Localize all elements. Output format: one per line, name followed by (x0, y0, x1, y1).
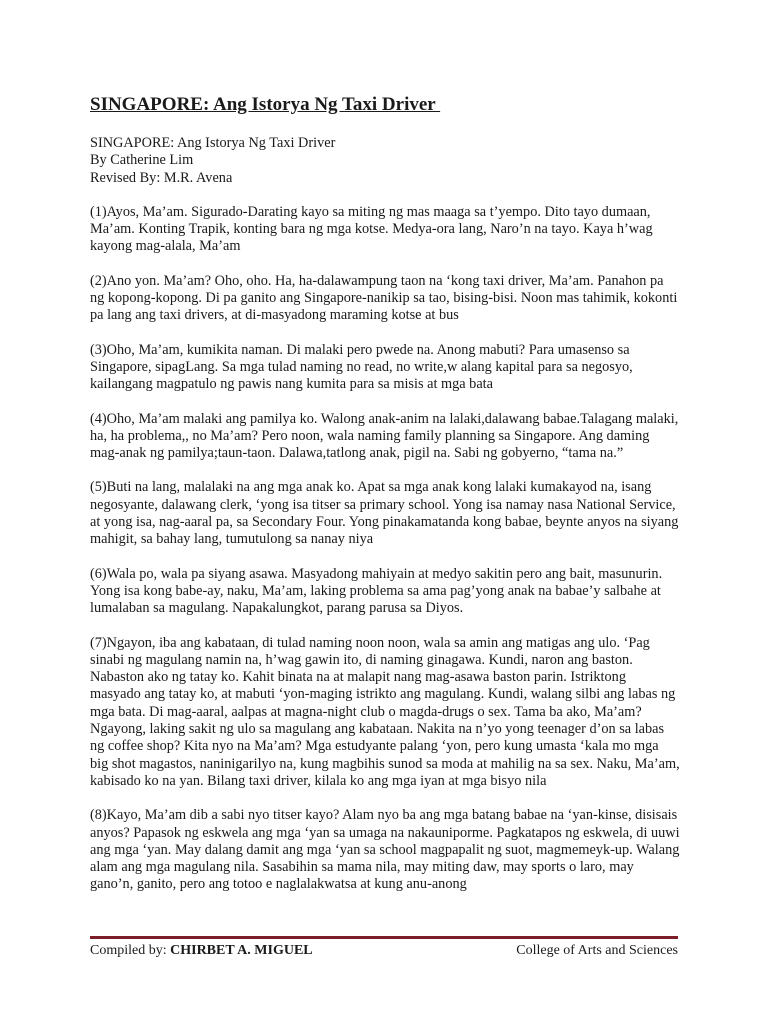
document-page (90, 93, 680, 894)
meta-author: By Catherine Lim (90, 152, 194, 169)
meta-subtitle: SINGAPORE: Ang Istorya Ng Taxi Driver (90, 135, 336, 151)
paragraph-6: (6)Wala po, wala pa siyang asawa. Masyadong mahiyain at medyo sakitin pero ang bait, masunurin. Yong isa kong babe-ay, naku, Ma’am, laking problema sa ama pag’yong anak na babae’y salbahe at lumalaban sa magulang. Napakalungkot, parang parusa sa Diyos. (90, 565, 663, 617)
footer-college: College of Arts and Sciences (516, 943, 678, 958)
paragraph-5: (5)Buti na lang, malalaki na ang mga anak ko. Apat sa mga anak kong lalaki kumakayod na, isang negosyante, dalawang clerk, ‘yong isa titser sa primary school. Yong isa namay nasa National Service, at yong isa, nag-aaral pa, sa Secondary Four. Yong pinakamatanda kong babae, beynte anyos na siyang mahigit, sa bahay lang, tumutulong sa nanay niya (90, 479, 679, 548)
paragraph-4: (4)Oho, Ma’am malaki ang pamilya ko. Walong anak-anim na lalaki,dalawang babae.Talagang malaki, ha, ha problema,, no Ma’am? Pero noon, wala naming family planning sa Singapore. Ang daming mag-anak ng pamilya;taun-taon. Dalawa,tatlong anak, pigil na. Sabi ng gobyerno, “tama na.” (90, 410, 679, 462)
paragraph-2: (2)Ano yon. Ma’am? Oho, oho. Ha, ha-dalawampung taon na ‘kong taxi driver, Ma’am. Panahon pa ng kopong-kopong. Di pa ganito ang Singapore-nanikip sa tao, bising-bisi. Noon mas tahimik, kokonti pa lang ang taxi drivers, at di-masyadong maraming kotse at bus (90, 272, 678, 324)
meta-revised: Revised By: M.R. Avena (90, 169, 233, 186)
page-footer (90, 942, 678, 960)
footer-compiled-by (90, 942, 313, 960)
paragraph-7: (7)Ngayon, iba ang kabataan, di tulad naming noon noon, wala sa amin ang matigas ang ulo. ‘Pag sinabi ng magulang namin na, h’wag gawin ito, di naming ginagawa. Kundi, naron ang baston. Nabaston ako ng tatay ko. Kahit binata na at malapit nang mag-asawa baston parin. Istriktong masyado ang tatay ko, at mabuti ‘yon-maging istrikto ang magulang. Kundi, walang silbi ang labas ng mga bata. Di mag-aaral, aalpas at magna-night club o magda-drugs o sex. Tama ba ako, Ma’am? Ngayong, laking sakit ng ulo sa magulang ang kabataan. Nakita na n’yo yong teenager d’on sa labas ng coffee shop? Kita nyo na Ma’am? Mga estudyante palang ‘yon, pero kung umasta ‘kala mo mga big shot magastos, naninigarilyo na, kung magbihis sunod sa moda at mahilig na sa sex. Naku, Ma’am, kabisado ko na yan. Bilang taxi driver, kilala ko ang mga iyan at mga bisyo nila (90, 634, 680, 789)
footer-divider (90, 936, 678, 939)
footer-compiler-name: CHIRBET A. MIGUEL (170, 943, 313, 958)
paragraph-8: (8)Kayo, Ma’am dib a sabi nyo titser kayo? Alam nyo ba ang mga batang babae na ‘yan-kinse, disisais anyos? Papasok ng eskwela ang mga ‘yan sa umaga na nakauniporme. Pagkatapos ng eskwela, di uuwi ang mga ‘yan. May dalang damit ang mga ‘yan sa school magpapalit ng suot, magmemeyk-up. Walang alam ang mga magulang nila. Sasabihin sa mama nila, may miting daw, may sports o laro, may gano’n, ganito, pero ang totoo e naglalakwatsa at kung anu-anong (90, 807, 680, 893)
document-meta (90, 135, 680, 187)
footer-compiled-label: Compiled by: (90, 943, 171, 958)
document-title: SINGAPORE: Ang Istorya Ng Taxi Driver (90, 94, 441, 115)
paragraph-1: (1)Ayos, Ma’am. Sigurado-Darating kayo sa miting ng mas maaga sa t’yempo. Dito tayo dumaan, Ma’am. Konting Trapik, konting bara ng mga kotse. Medya-ora lang, Naro’n na tayo. Kaya h’wag kayong mag-alala, Ma’am (90, 203, 653, 255)
paragraph-3: (3)Oho, Ma’am, kumikita naman. Di malaki pero pwede na. Anong mabuti? Para umasenso sa Singapore, sipagLang. Sa mga tulad naming no read, no write,w alang kapital para sa negosyo, kailangang magpatulo ng pawis nang kumita para sa misis at mga bata (90, 341, 633, 393)
